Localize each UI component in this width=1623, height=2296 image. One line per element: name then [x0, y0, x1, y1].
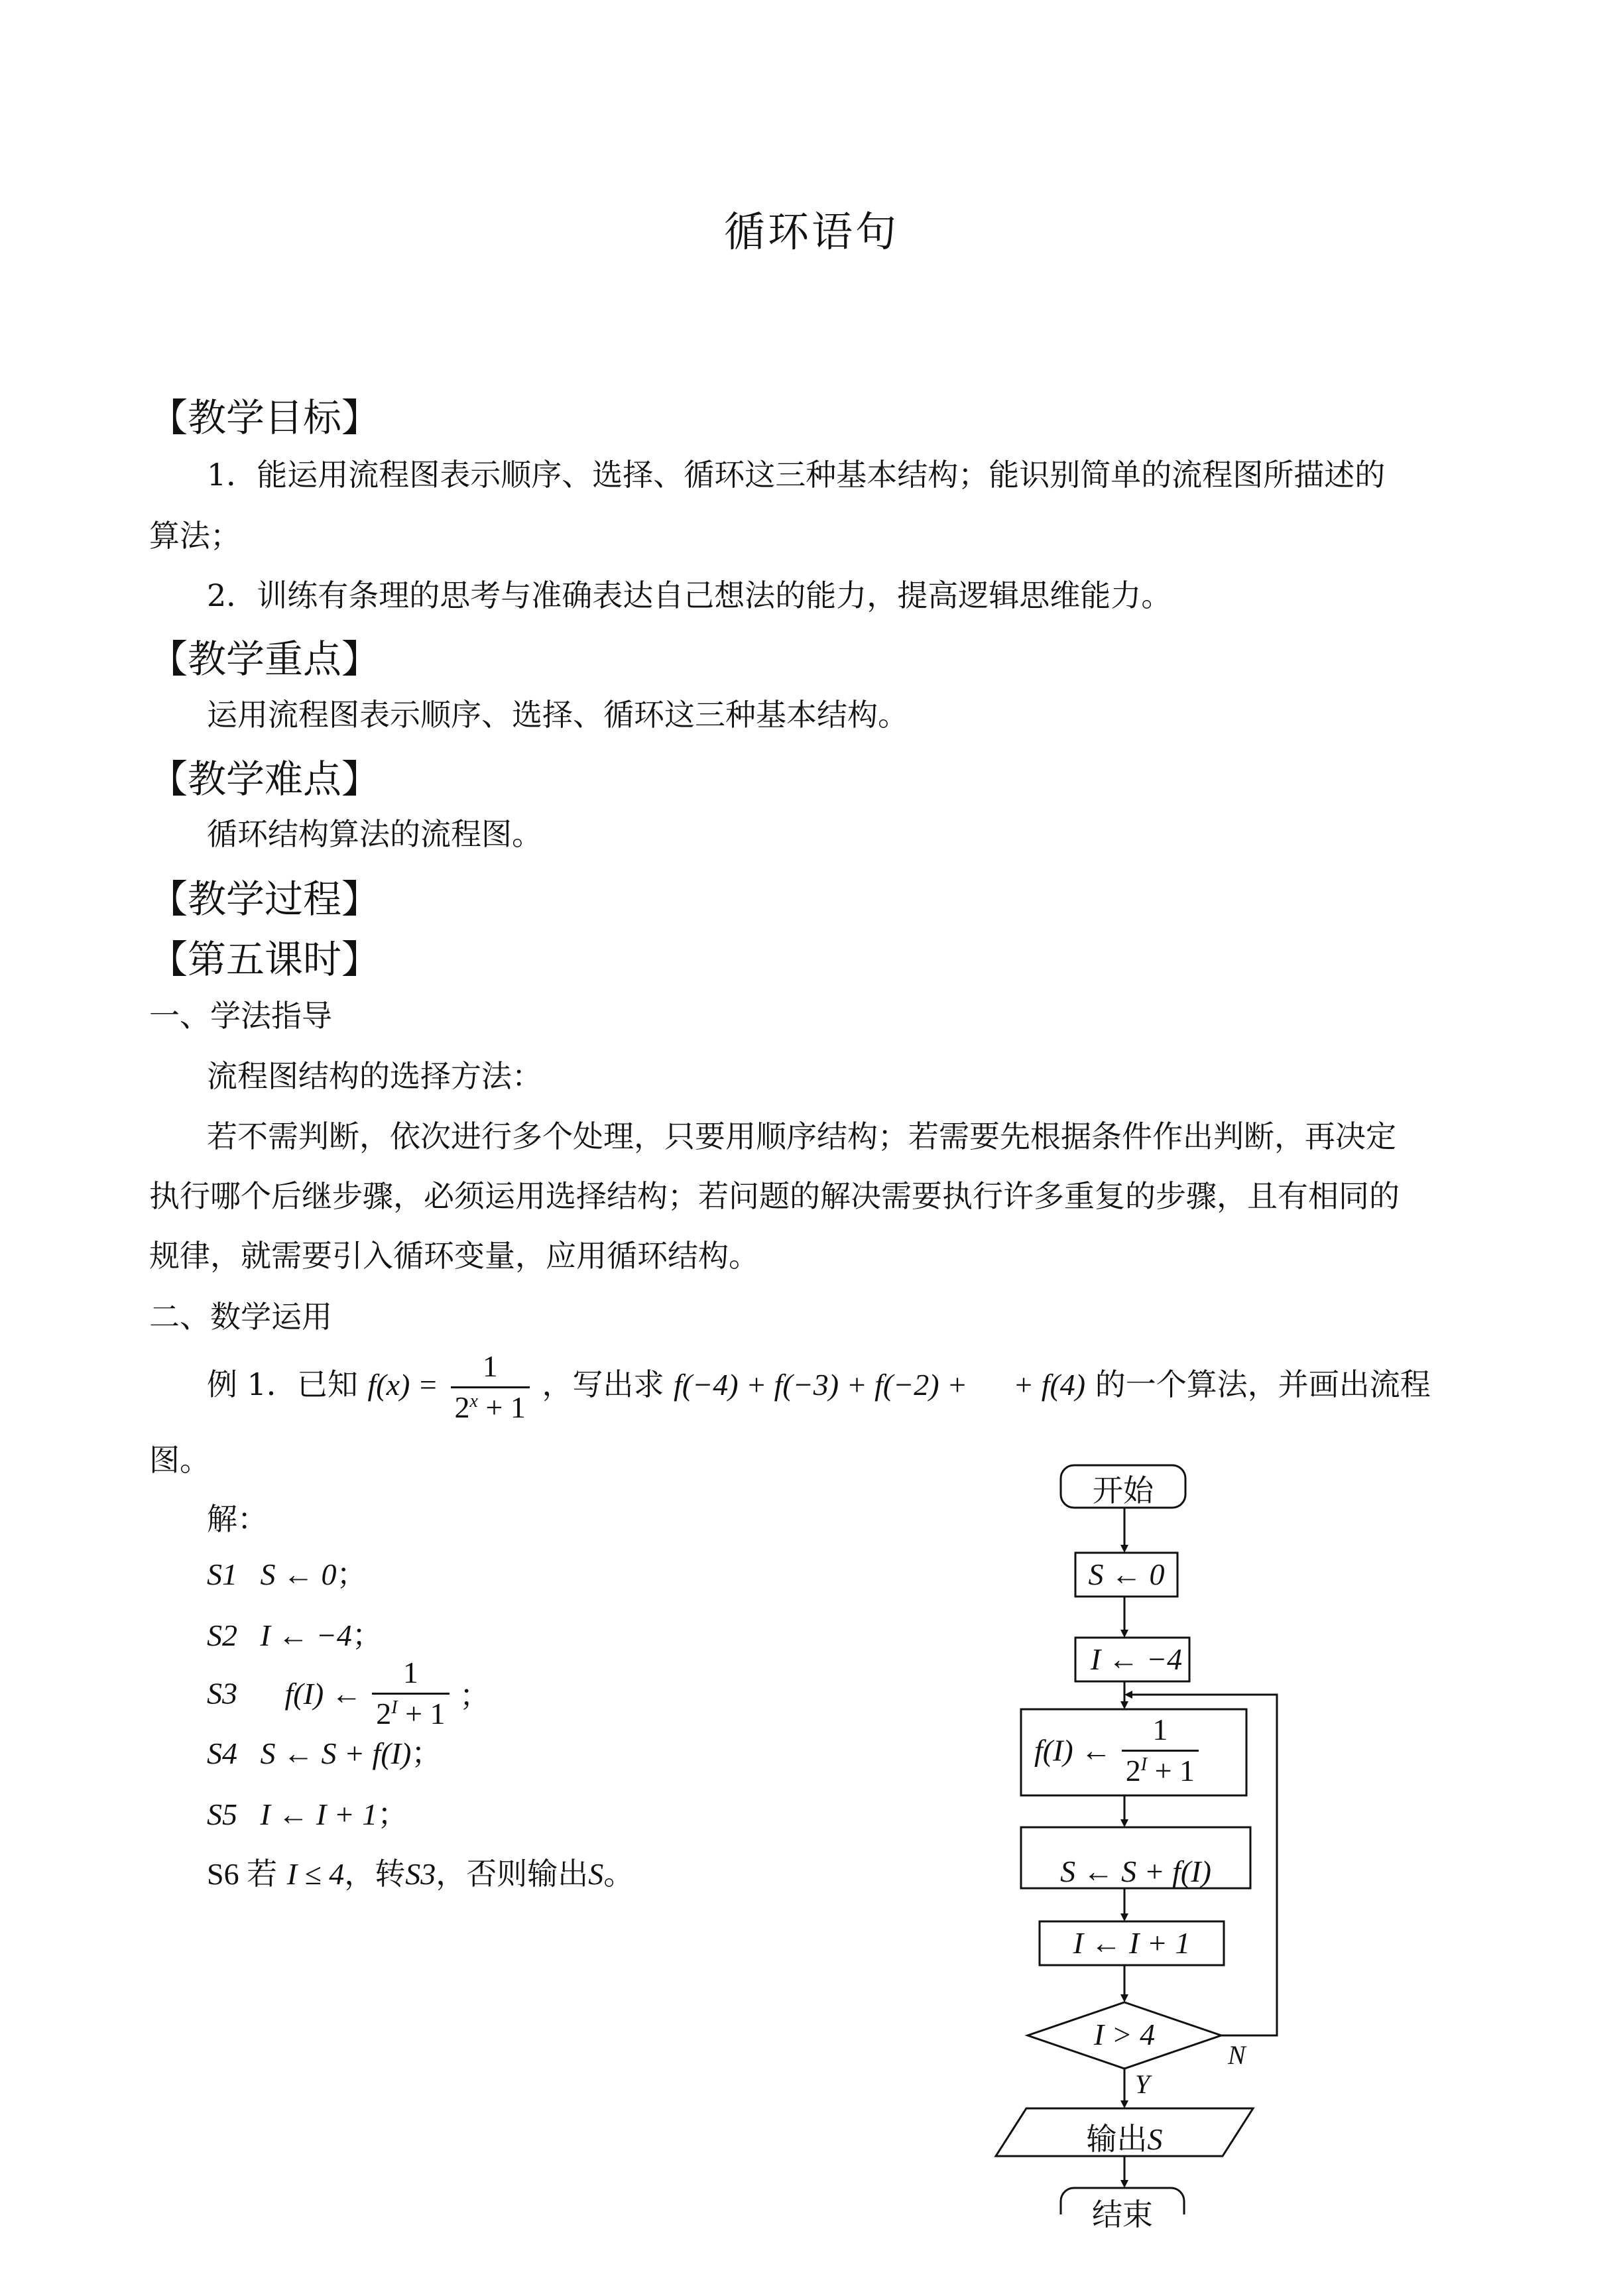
- goal-1-line-2: 算法；: [149, 518, 241, 554]
- example-1: [207, 1350, 1431, 1424]
- example-fraction: [451, 1350, 530, 1424]
- flow-fraction: $\frac{1}{2^I + 1}$: [1122, 1713, 1199, 1787]
- step-s5: S5 I ← I + 1；: [207, 1797, 408, 1831]
- flow-init-s-label: S ← 0: [1088, 1557, 1165, 1591]
- part-1-heading: 一、学法指导: [149, 998, 332, 1034]
- flow-compute-label: f(I) ← $\frac{1}{2^I + 1}$: [1034, 1713, 1246, 1787]
- flow-inc-label: I ← I + 1: [1073, 1926, 1191, 1960]
- example-suffix: 的一个算法，并画出流程: [1095, 1366, 1431, 1403]
- part-1-paragraph-line-2: 执行哪个后继步骤，必须运用选择结构；若问题的解决需要执行许多重复的步骤，且有相同的: [149, 1178, 1400, 1214]
- flow-yes-label: Y: [1135, 2069, 1150, 2099]
- flow-start-label: 开始: [1093, 1473, 1154, 1508]
- difficulty-text: 循环结构算法的流程图。: [207, 816, 542, 852]
- page-title: 循环语句: [723, 208, 899, 256]
- part-1-paragraph-line-1: 若不需判断，依次进行多个处理，只要用顺序结构；若需要先根据条件作出判断，再决定: [207, 1118, 1396, 1154]
- step-s3-fraction: $\frac{1}{2^I + 1}$: [372, 1656, 449, 1730]
- example-sum: f(−4) + f(−3) + f(−2) + + f(4): [674, 1368, 1086, 1402]
- flow-init-i-label: I ← −4: [1090, 1642, 1183, 1676]
- example-fraction-numerator: 1: [451, 1350, 530, 1388]
- step-s6: S6 若 I ≤ 4，转S3，否则输出S。: [207, 1856, 634, 1892]
- key-text: 运用流程图表示顺序、选择、循环这三种基本结构。: [207, 697, 908, 733]
- goal-2: 2．训练有条理的思考与准确表达自己想法的能力，提高逻辑思维能力。: [207, 577, 1172, 613]
- step-s1: S1 S ← 0；: [207, 1557, 367, 1591]
- flow-cond-label: I > 4: [1093, 2018, 1156, 2051]
- step-s4: S4 S ← S + f(I)；: [207, 1736, 442, 1770]
- step-s3: S3 f(I) ← $\frac{1}{2^I + 1}$ ；: [207, 1656, 491, 1730]
- example-mid: ，写出求: [542, 1366, 664, 1403]
- example-fraction-denominator: $2^x + 1$: [454, 1390, 526, 1424]
- part-1-intro: 流程图结构的选择方法：: [207, 1058, 542, 1094]
- goal-1-line-1: 1．能运用流程图表示顺序、选择、循环这三种基本结构；能识别简单的流程图所描述的: [207, 457, 1386, 493]
- section-heading-process: 【教学过程】: [149, 876, 381, 922]
- solution-label: 解：: [207, 1501, 268, 1537]
- part-1-paragraph-line-3: 规律，就需要引入循环变量，应用循环结构。: [149, 1238, 759, 1274]
- example-prefix: 例 1．已知: [207, 1366, 358, 1403]
- section-heading-goals: 【教学目标】: [149, 395, 381, 440]
- flow-output-label: 输出S: [1086, 2121, 1163, 2157]
- step-s2: S2 I ← −4；: [207, 1618, 383, 1652]
- part-2-heading: 二、数学运用: [149, 1299, 332, 1335]
- section-heading-lesson: 【第五课时】: [149, 937, 381, 982]
- flow-acc-label: S ← S + f(I): [1060, 1854, 1211, 1888]
- section-heading-difficulty: 【教学难点】: [149, 756, 381, 802]
- flow-end-label: 结束: [1092, 2197, 1153, 2232]
- example-fx: f(x) =: [367, 1368, 438, 1402]
- example-tail: 图。: [149, 1442, 210, 1478]
- flow-no-label: N: [1228, 2040, 1246, 2070]
- section-heading-key: 【教学重点】: [149, 636, 381, 682]
